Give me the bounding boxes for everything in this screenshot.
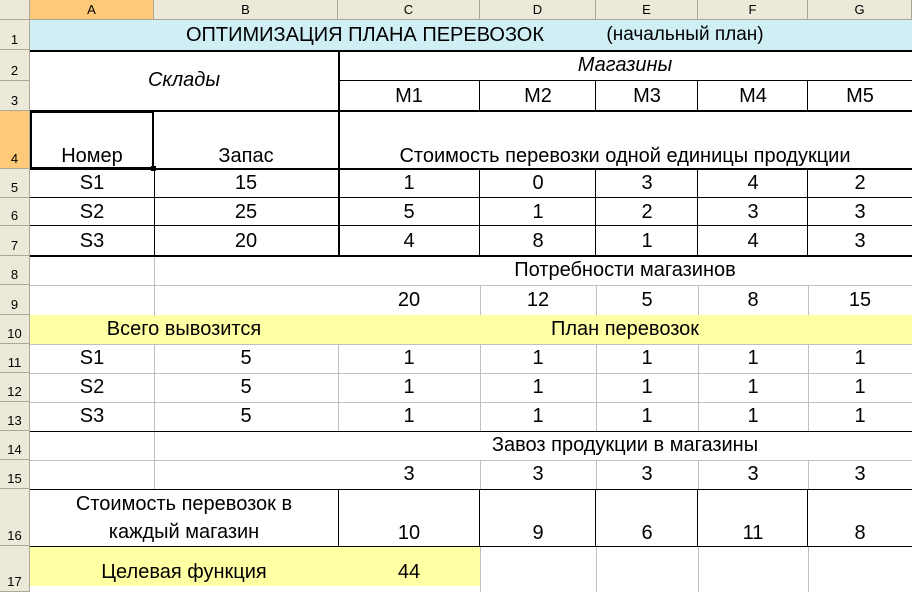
plan-s1-m5[interactable]: 1 <box>854 347 866 369</box>
plan-s2-m4[interactable]: 1 <box>747 376 759 398</box>
row-header-13[interactable]: 13 <box>0 402 30 431</box>
row-header-10[interactable]: 10 <box>0 315 30 344</box>
delivery-m4[interactable]: 3 <box>747 463 759 485</box>
column-header-e[interactable]: E <box>596 0 698 20</box>
plan-row-s3-total[interactable]: 5 <box>240 405 252 427</box>
cost-s1-m3[interactable]: 3 <box>641 172 653 194</box>
row-header-4[interactable]: 4 <box>0 111 30 169</box>
cost-each-m3[interactable]: 6 <box>641 522 653 544</box>
demand-m2[interactable]: 12 <box>526 288 550 311</box>
plan-row-s2-name[interactable]: S2 <box>79 376 105 398</box>
cost-s3-m5[interactable]: 3 <box>854 229 866 252</box>
delivery-header[interactable]: Завоз продукции в магазины <box>491 434 759 456</box>
objective-label[interactable]: Целевая функция <box>101 560 267 583</box>
cost-each-m1[interactable]: 10 <box>397 522 421 544</box>
store-m3[interactable]: M3 <box>633 84 661 107</box>
plan-row-s1-name[interactable]: S1 <box>79 347 105 369</box>
cost-row-s1-stock[interactable]: 15 <box>234 172 258 194</box>
cost-s2-m5[interactable]: 3 <box>854 200 866 223</box>
cost-each-m4[interactable]: 11 <box>742 522 764 544</box>
cost-row-s2-stock[interactable]: 25 <box>234 200 258 223</box>
delivery-m2[interactable]: 3 <box>532 463 544 485</box>
cost-each-label-line1[interactable]: Стоимость перевозок в <box>75 492 293 515</box>
column-header-f[interactable]: F <box>698 0 808 20</box>
plan-s2-m5[interactable]: 1 <box>854 376 866 398</box>
store-m5[interactable]: M5 <box>846 84 874 107</box>
row-header-12[interactable]: 12 <box>0 373 30 402</box>
cost-s2-m1[interactable]: 5 <box>403 200 415 223</box>
cost-each-label-line2[interactable]: каждый магазин <box>108 520 260 543</box>
objective-value[interactable]: 44 <box>397 560 421 583</box>
cost-s2-m3[interactable]: 2 <box>641 200 653 223</box>
sheet-subtitle[interactable]: (начальный план) <box>606 24 764 45</box>
cost-s1-m5[interactable]: 2 <box>854 172 866 194</box>
cost-s1-m2[interactable]: 0 <box>532 172 544 194</box>
cost-s3-m2[interactable]: 8 <box>532 229 544 252</box>
cost-each-m5[interactable]: 8 <box>854 522 866 544</box>
cost-s3-m1[interactable]: 4 <box>403 229 415 252</box>
delivery-m3[interactable]: 3 <box>641 463 653 485</box>
demand-header[interactable]: Потребности магазинов <box>514 259 736 281</box>
cost-row-s3-name[interactable]: S3 <box>79 229 105 252</box>
plan-s1-m4[interactable]: 1 <box>747 347 759 369</box>
column-header-a[interactable]: A <box>30 0 154 20</box>
plan-s2-m1[interactable]: 1 <box>403 376 415 398</box>
cost-row-s3-stock[interactable]: 20 <box>234 229 258 252</box>
cost-s2-m4[interactable]: 3 <box>747 200 759 223</box>
column-header-c[interactable]: C <box>338 0 480 20</box>
plan-s3-m1[interactable]: 1 <box>403 405 415 427</box>
row-header-16[interactable]: 16 <box>0 489 30 546</box>
plan-s3-m2[interactable]: 1 <box>532 405 544 427</box>
store-m2[interactable]: M2 <box>524 84 552 107</box>
sheet-title[interactable]: ОПТИМИЗАЦИЯ ПЛАНА ПЕРЕВОЗОК <box>185 23 545 46</box>
plan-s1-m3[interactable]: 1 <box>641 347 653 369</box>
demand-m3[interactable]: 5 <box>641 288 653 311</box>
row-header-8[interactable]: 8 <box>0 256 30 285</box>
plan-s3-m5[interactable]: 1 <box>854 405 866 427</box>
plan-s2-m2[interactable]: 1 <box>532 376 544 398</box>
column-header-b[interactable]: B <box>154 0 338 20</box>
plan-row-s3-name[interactable]: S3 <box>79 405 105 427</box>
corner-select-all[interactable] <box>0 0 30 20</box>
column-header-g[interactable]: G <box>808 0 912 20</box>
demand-m4[interactable]: 8 <box>747 288 759 311</box>
row-header-17[interactable]: 17 <box>0 546 30 592</box>
row-header-2[interactable]: 2 <box>0 50 30 81</box>
plan-s1-m1[interactable]: 1 <box>403 347 415 369</box>
row-header-6[interactable]: 6 <box>0 198 30 226</box>
plan-s3-m4[interactable]: 1 <box>747 405 759 427</box>
row-header-9[interactable]: 9 <box>0 285 30 315</box>
row-header-7[interactable]: 7 <box>0 226 30 256</box>
cost-s1-m1[interactable]: 1 <box>403 172 415 194</box>
row-header-3[interactable]: 3 <box>0 81 30 111</box>
store-m1[interactable]: M1 <box>395 84 423 107</box>
row-header-5[interactable]: 5 <box>0 169 30 198</box>
stock-header[interactable]: Запас <box>218 145 274 167</box>
warehouses-header[interactable]: Склады <box>147 68 221 91</box>
plan-s3-m3[interactable]: 1 <box>641 405 653 427</box>
plan-s1-m2[interactable]: 1 <box>532 347 544 369</box>
row-header-11[interactable]: 11 <box>0 344 30 373</box>
row-header-14[interactable]: 14 <box>0 431 30 460</box>
demand-m1[interactable]: 20 <box>397 288 421 311</box>
plan-row-s1-total[interactable]: 5 <box>240 347 252 369</box>
row-header-15[interactable]: 15 <box>0 460 30 489</box>
delivery-m1[interactable]: 3 <box>403 463 415 485</box>
demand-m5[interactable]: 15 <box>848 288 872 311</box>
number-header[interactable]: Номер <box>61 145 123 167</box>
cost-s3-m3[interactable]: 1 <box>641 229 653 252</box>
total-out-header[interactable]: Всего вывозится <box>106 318 262 340</box>
column-header-d[interactable]: D <box>480 0 596 20</box>
plan-row-s2-total[interactable]: 5 <box>240 376 252 398</box>
cost-s1-m4[interactable]: 4 <box>747 172 759 194</box>
stores-header[interactable]: Магазины <box>577 54 673 76</box>
cost-row-s2-name[interactable]: S2 <box>79 200 105 223</box>
cost-header[interactable]: Стоимость перевозки одной единицы продукции <box>399 145 851 167</box>
store-m4[interactable]: M4 <box>739 84 767 107</box>
plan-s2-m3[interactable]: 1 <box>641 376 653 398</box>
cost-s3-m4[interactable]: 4 <box>747 229 759 252</box>
delivery-m5[interactable]: 3 <box>854 463 866 485</box>
cost-row-s1-name[interactable]: S1 <box>79 172 105 194</box>
row-header-1[interactable]: 1 <box>0 20 30 50</box>
plan-header[interactable]: План перевозок <box>550 318 700 340</box>
cost-s2-m2[interactable]: 1 <box>532 200 544 223</box>
cost-each-m2[interactable]: 9 <box>532 522 544 544</box>
